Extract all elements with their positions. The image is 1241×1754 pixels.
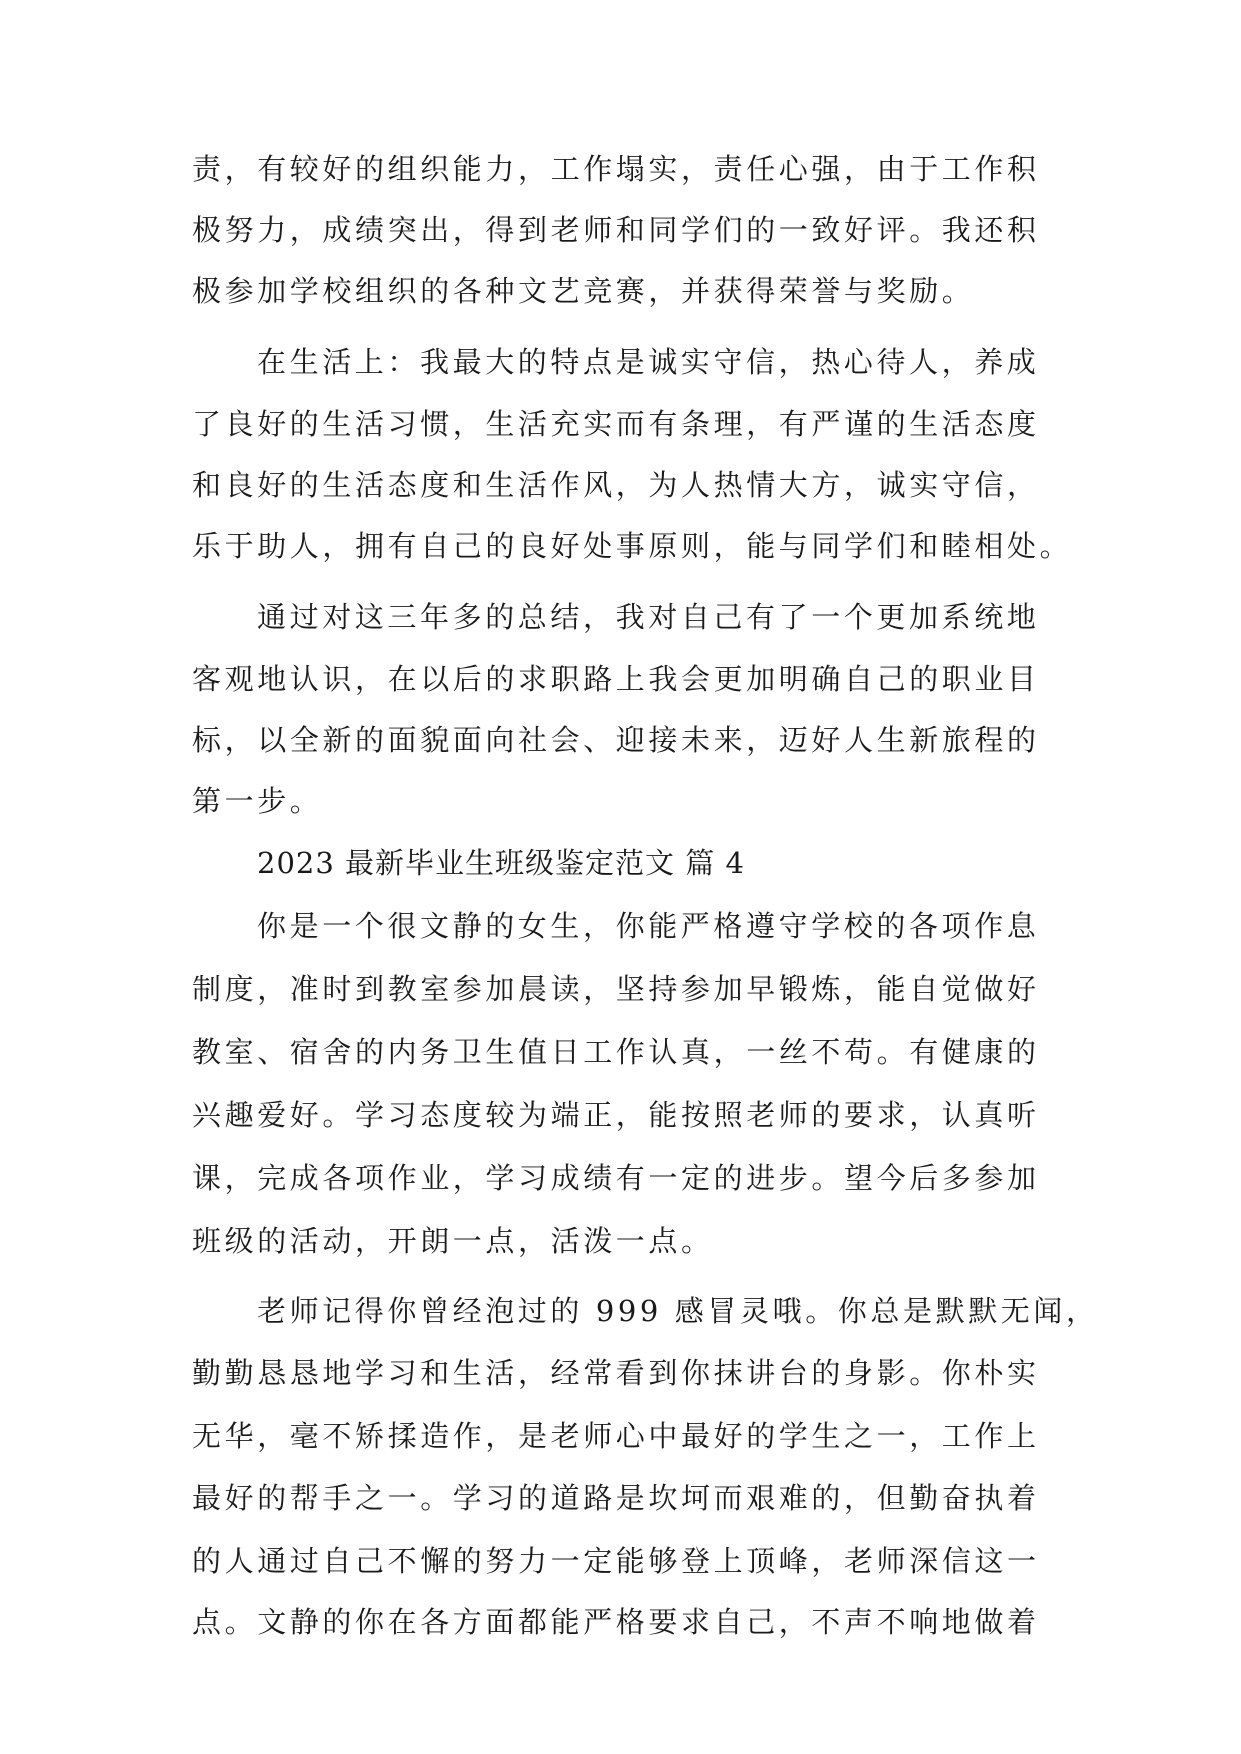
text-line: 兴趣爱好。学习态度较为端正，能按照老师的要求，认真听 <box>192 1098 1040 1132</box>
text-line: 教室、宿舍的内务卫生值日工作认真，一丝不苟。有健康的 <box>192 1035 1040 1069</box>
text-line: 无华，毫不矫揉造作，是老师心中最好的学生之一，工作上 <box>192 1419 1040 1453</box>
text-line: 极努力，成绩突出，得到老师和同学们的一致好评。我还积 <box>192 213 1040 247</box>
text-line: 了良好的生活习惯，生活充实而有条理，有严谨的生活态度 <box>192 407 1040 441</box>
text-line: 乐于助人，拥有自己的良好处事原则，能与同学们和睦相处。 <box>192 529 1073 563</box>
paragraph-start: 通过对这三年多的总结，我对自己有了一个更加系统地 <box>257 600 1040 634</box>
text-line: 制度，准时到教室参加晨读，坚持参加早锻炼，能自觉做好 <box>192 972 1040 1006</box>
text-line: 标，以全新的面貌面向社会、迎接未来，迈好人生新旅程的 <box>192 723 1040 757</box>
section-heading: 2023 最新毕业生班级鉴定范文 篇 4 <box>257 846 745 880</box>
text-line: 极参加学校组织的各种文艺竞赛，并获得荣誉与奖励。 <box>192 274 975 308</box>
text-line: 责，有较好的组织能力，工作塌实，责任心强，由于工作积 <box>192 152 1040 186</box>
paragraph-start: 你是一个很文静的女生，你能严格遵守学校的各项作息 <box>257 909 1040 943</box>
text-line: 课，完成各项作业，学习成绩有一定的进步。望今后多参加 <box>192 1161 1040 1195</box>
text-line: 班级的活动，开朗一点，活泼一点。 <box>192 1224 714 1258</box>
text-line: 的人通过自己不懈的努力一定能够登上顶峰，老师深信这一 <box>192 1544 1040 1578</box>
text-line: 最好的帮手之一。学习的道路是坎坷而艰难的，但勤奋执着 <box>192 1481 1040 1515</box>
text-line: 客观地认识，在以后的求职路上我会更加明确自己的职业目 <box>192 662 1040 696</box>
text-line: 第一步。 <box>192 784 323 818</box>
text-line: 勤勤恳恳地学习和生活，经常看到你抹讲台的身影。你朴实 <box>192 1356 1040 1390</box>
text-line: 点。文静的你在各方面都能严格要求自己，不声不响地做着 <box>192 1605 1040 1639</box>
text-line: 和良好的生活态度和生活作风，为人热情大方，诚实守信， <box>192 468 1040 502</box>
paragraph-start: 老师记得你曾经泡过的 999 感冒灵哦。你总是默默无闻， <box>257 1294 1099 1328</box>
paragraph-start: 在生活上：我最大的特点是诚实守信，热心待人，养成 <box>257 345 1040 379</box>
